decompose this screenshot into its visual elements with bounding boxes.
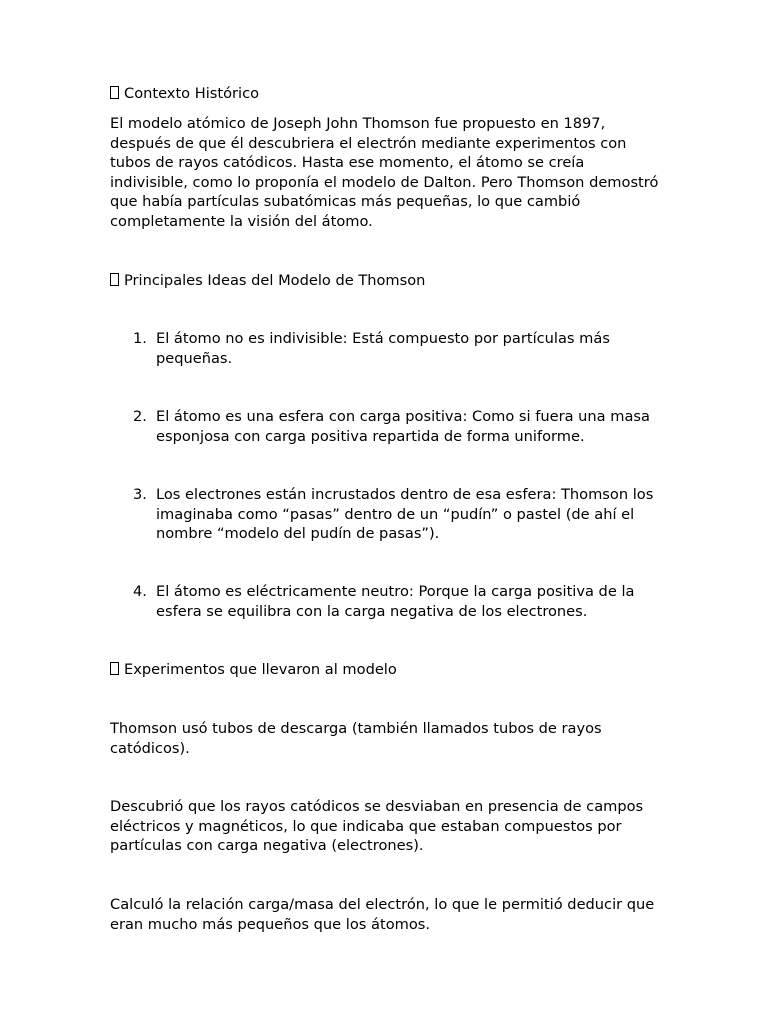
list-text: El átomo no es indivisible: Está compuesto por partículas más pequeñas.	[156, 330, 610, 367]
heading-principales-ideas	[110, 271, 425, 291]
heading-text: Contexto Histórico	[124, 85, 260, 102]
heading-text: Principales Ideas del Modelo de Thomson	[124, 272, 426, 289]
list-text: El átomo es eléctricamente neutro: Porque la carga positiva de la esfera se equilibra con la carga negativa de los electrones.	[156, 583, 635, 620]
heading-experimentos	[110, 660, 397, 680]
placeholder-box-icon	[110, 86, 119, 99]
paragraph-experimento-1: Thomson usó tubos de descarga (también llamados tubos de rayos catódicos).	[110, 720, 602, 757]
paragraph-experimento-2: Descubrió que los rayos catódicos se desviaban en presencia de campos eléctricos y magnéticos, lo que indicaba que estaban compuestos por partículas con carga negativa (electrones).	[110, 798, 644, 855]
placeholder-box-icon	[110, 662, 119, 675]
heading-text: Experimentos que llevaron al modelo	[124, 661, 397, 678]
paragraph-contexto: El modelo atómico de Joseph John Thomson fue propuesto en 1897, después de que él descubriera el electrón mediante experimentos con tubos de rayos catódicos. Hasta ese momento, el átomo se creía indivisible, como lo proponía el modelo de Dalton. Pero Thomson demostró que había partículas subatómicas más pequeñas, lo que cambió completamente la visión del átomo.	[110, 115, 659, 230]
list-number: 2.	[133, 408, 147, 425]
list-text: El átomo es una esfera con carga positiva: Como si fuera una masa esponjosa con carga positiva repartida de forma uniforme.	[156, 408, 650, 445]
paragraph-experimento-3: Calculó la relación carga/masa del electrón, lo que le permitió deducir que eran mucho más pequeños que los átomos.	[110, 896, 655, 933]
list-number: 3.	[133, 486, 147, 503]
list-text: Los electrones están incrustados dentro de esa esfera: Thomson los imaginaba como “pasas” dentro de un “pudín” o pastel (de ahí el nombre “modelo del pudín de pasas”).	[156, 486, 654, 543]
placeholder-box-icon	[110, 273, 119, 286]
list-number: 4.	[133, 583, 147, 600]
list-number: 1.	[133, 330, 147, 347]
heading-contexto-historico	[110, 84, 259, 104]
